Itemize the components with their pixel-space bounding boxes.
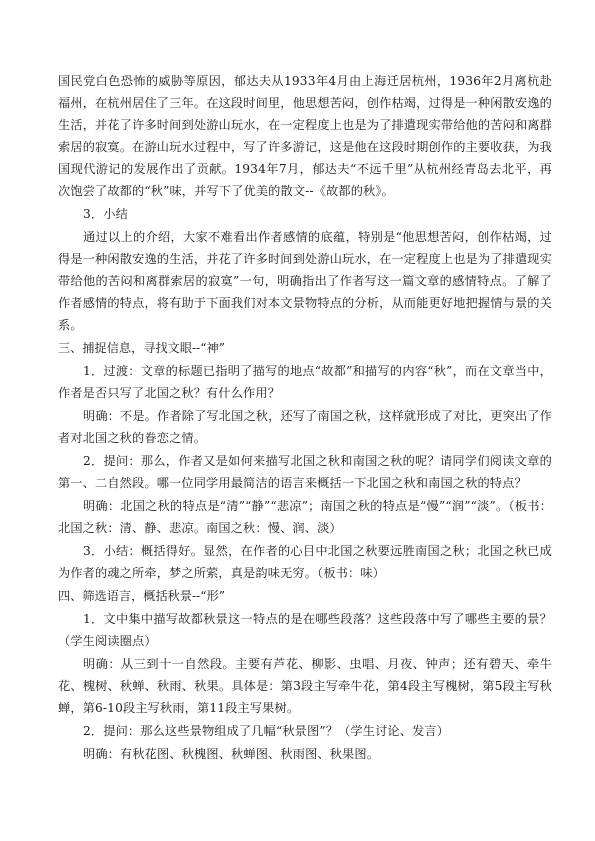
paragraph-question-4-1: 1．文中集中描写故都秋景这一特点的是在哪些段落？这些段落中写了哪些主要的景？（学生阅读圈点） — [58, 612, 552, 648]
section-heading-4: 四、筛选语言，概括秋景--“形” — [58, 589, 225, 603]
paragraph-summary: 通过以上的介绍，大家不难看出作者感情的底蕴，特别是“他思想苦闷，创作枯竭，过得是一种闲散安逸的生活，并花了许多时间到处游山玩水，在一定程度上也是为了排遣现实带给他的苦闷和离群索居的寂寞”一句，明确指出了作者写这一篇文章的感情特点。了解了作者感情的特点，将有助于下面我们对本文景物特点的分析，从而能更好地把握情与景的关系。 — [58, 230, 552, 332]
paragraph-transition: 1．过渡：文章的标题已指明了描写的地点“故都”和描写的内容“秋”，而在文章当中，作者是否只写了北国之秋？有什么作用？ — [58, 364, 552, 400]
paragraph-background: 国民党白色恐怖的威胁等原因，郁达夫从1933年4月由上海迁居杭州，1936年2月离杭赴福州，在杭州居住了三年。在这段时间里，他思想苦闷，创作枯竭，过得是一种闲散安逸的生活，并花了许多时间到处游山玩水，在一定程度上也是为了排遣现实带给他的苦闷和离群索居的寂寞。在游山玩水过程中，写了许多游记，这是他在这段时期创作的主要收获，为我国现代游记的发展作出了贡献。1934年7月，郁达夫“不远千里”从杭州经青岛去北平，再次饱尝了故都的“秋”味，并写下了优美的散文--《故都的秋》。 — [58, 74, 552, 198]
paragraph-answer-4-1: 明确：从三到十一自然段。主要有芦花、柳影、虫唱、月夜、钟声；还有碧天、牵牛花、槐树、秋蝉、秋雨、秋果。具体是：第3段主写牵牛花，第4段主写槐树，第5段主写秋蝉，第6-10段主写秋雨，第11段主写果树。 — [58, 657, 552, 715]
document-body — [58, 70, 552, 766]
section-heading-3: 三、捕捉信息，寻找文眼--“神” — [58, 341, 225, 355]
paragraph-answer-2: 明确：北国之秋的特点是“清”“静”“悲凉”；南国之秋的特点是“慢”“润”“淡”。（板书：北国之秋：清、静、悲凉。南国之秋：慢、润、淡） — [58, 499, 552, 535]
paragraph-question-4-2: 2．提问：那么这些景物组成了几幅“秋景图”？（学生讨论、发言） — [83, 724, 450, 738]
paragraph-answer-1: 明确：不是。作者除了写北国之秋，还写了南国之秋，这样就形成了对比，更突出了作者对北国之秋的眷恋之情。 — [58, 409, 552, 445]
paragraph-question-2: 2．提问：那么，作者又是如何来描写北国之秋和南国之秋的呢？请同学们阅读文章的第一、二自然段。哪一位同学用最简洁的语言来概括一下北国之秋和南国之秋的特点？ — [58, 454, 552, 490]
paragraph-summary-heading: 3．小结 — [83, 207, 128, 221]
paragraph-summary-3: 3．小结：概括得好。显然，在作者的心目中北国之秋要远胜南国之秋；北国之秋已成为作者的魂之所牵，梦之所萦，真是韵味无穷。（板书：味） — [58, 544, 552, 580]
paragraph-answer-4-2: 明确：有秋花图、秋槐图、秋蝉图、秋雨图、秋果图。 — [83, 747, 380, 761]
